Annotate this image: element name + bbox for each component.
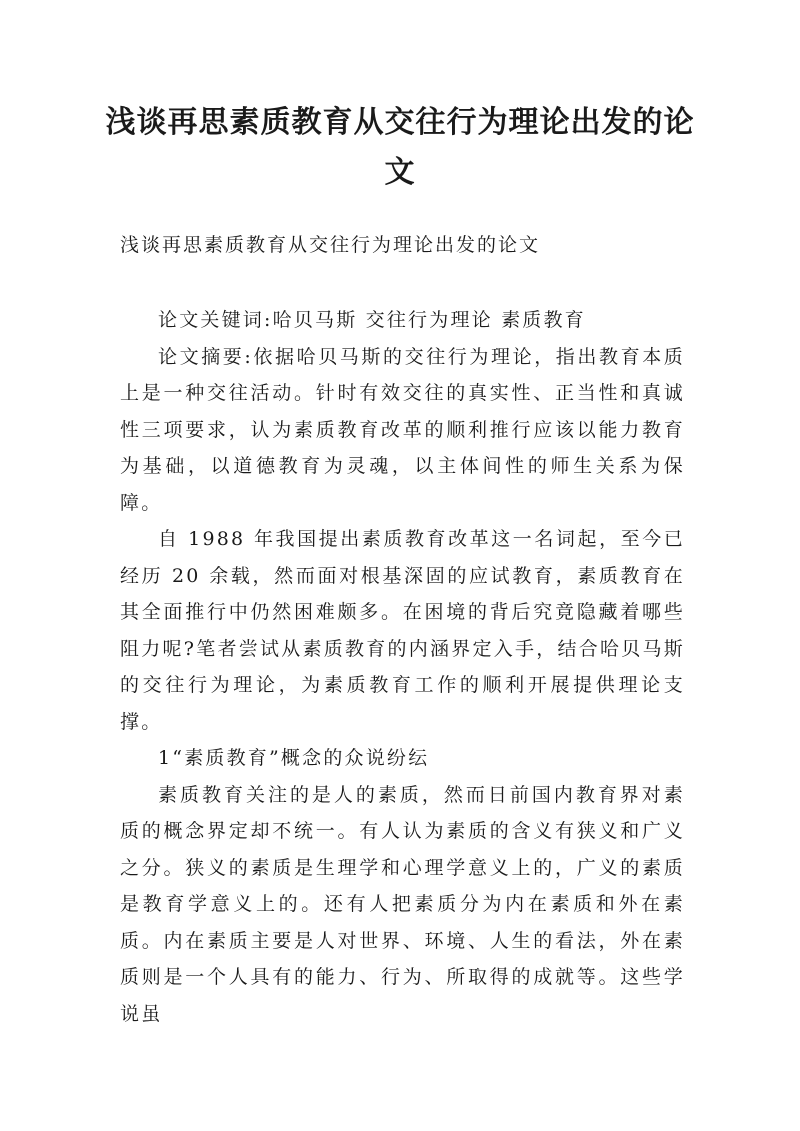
keywords-paragraph: 论文关键词:哈贝马斯 交往行为理论 素质教育 xyxy=(158,309,586,331)
document-title: 浅谈再思素质教育从交往行为理论出发的论文 xyxy=(105,105,695,190)
abstract-paragraph: 论文摘要:依据哈贝马斯的交往行为理论，指出教育本质上是一种交往活动。针时有效交往的真实性、正当性和真诚性三项要求，认为素质教育改革的顺利推行应该以能力教育为基础，以道德教育为灵魂，以主体间性的师生关系为保障。 xyxy=(120,345,685,514)
body-paragraph: 素质教育关注的是人的素质，然而日前国内教育界对素质的概念界定却不统一。有人认为素质的含义有狭义和广义之分。狭义的素质是生理学和心理学意义上的，广义的素质是教育学意义上的。还有人把素质分为内在素质和外在素质。内在素质主要是人对世界、环境、人生的看法，外在素质则是一个人具有的能力、行为、所取得的成就等。这些学说虽 xyxy=(120,783,685,1025)
intro-paragraph: 自 1988 年我国提出素质教育改革这一名词起，至今已经历 20 余载，然而面对根基深固的应试教育，素质教育在其全面推行中仍然困难颇多。在困境的背后究竟隐藏着哪些阻力呢?笔者尝试从素质教育的内涵界定入手，结合哈贝马斯的交往行为理论，为素质教育工作的顺利开展提供理论支撑。 xyxy=(120,528,685,733)
document-body xyxy=(120,302,685,1032)
section-heading: 1“素质教育”概念的众说纷纭 xyxy=(158,747,430,769)
document-subtitle: 浅谈再思素质教育从交往行为理论出发的论文 xyxy=(120,234,541,256)
